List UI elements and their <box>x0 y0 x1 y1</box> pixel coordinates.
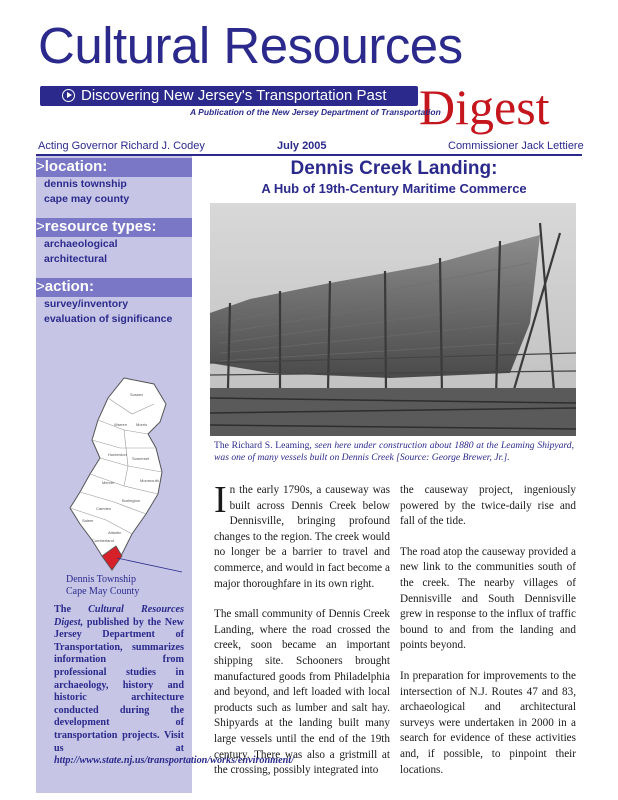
sidebar-heading-action: >action: <box>36 278 192 297</box>
svg-text:Hunterdon: Hunterdon <box>108 452 127 457</box>
svg-text:Salem: Salem <box>82 518 94 523</box>
article-subheadline: A Hub of 19th-Century Maritime Commerce <box>261 181 527 196</box>
sidebar-resource-line: architectural <box>44 253 108 265</box>
masthead-banner <box>40 86 418 106</box>
ship-under-construction-photo <box>210 203 576 436</box>
digest-title-italic: Cultural Resources Digest, <box>54 604 184 628</box>
article-paragraph: The small community of Dennis Creek Landing, where the road crossed the creek, soon became an important shipping site. Schooners brought manufactured goods from Philadelphia and beyond, and left loaded with local products such as lumber and salt hay. Shipyards at the landing built many large vessels until the end of the 19th century. There was also a gristmill at the crossing, possibly integrated into <box>214 608 390 777</box>
article-paragraph: In preparation for improvements to the intersection of N.J. Routes 47 and 83, archaeological and architectural surveys were undertaken in 2000 in a search for evidence of these activities and, if possible, to pinpoint their locations. <box>400 669 576 776</box>
play-circle-icon <box>62 89 75 102</box>
issue-date: July 2005 <box>277 140 327 152</box>
sidebar-location-line: cape may county <box>44 193 130 205</box>
map-label-township: Dennis Township <box>66 574 136 585</box>
nj-state-outline <box>70 378 166 570</box>
caption-vessel-name: The Richard S. Leaming, <box>214 440 312 451</box>
article-column-2 <box>400 483 576 793</box>
sidebar-action-line: survey/inventory <box>44 298 129 310</box>
svg-text:Morris: Morris <box>136 422 148 427</box>
new-jersey-county-map <box>62 374 192 584</box>
publication-note: The Cultural Resources Digest, published by the New Jersey Department of Transportation, summarizes information from professional studies in archaeology, history and historic architecture conducted during the development of transportation projects. Visit us at http://www.state.nj.us/transportation/works/environment/ <box>54 604 294 767</box>
article-paragraph: the causeway project, ingeniously powered by the twice-daily rise and fall of the tide. <box>400 484 576 528</box>
publication-line: A Publication of the New Jersey Department of Transportation <box>190 107 441 117</box>
photo-caption: The Richard S. Leaming, seen here under construction about 1880 at the Leaming Shipyard, was one of many vessels built on Dennis Creek [Source: George Brewer, Jr.]. <box>214 440 574 463</box>
drop-cap: I <box>214 479 227 521</box>
svg-text:Warren: Warren <box>114 422 127 427</box>
map-callout-line <box>117 558 182 572</box>
article-paragraph: In the early 1790s, a causeway was built across Dennis Creek below Dennisville, bringing profound changes to the region. The creek would no longer be a barrier to travel and commerce, and would in fact become a major thoroughfare in its own right. <box>214 479 390 590</box>
masthead-title: Cultural Resources <box>38 17 463 74</box>
svg-text:Camden: Camden <box>96 506 112 511</box>
article-headline: Dennis Creek Landing: <box>290 158 498 179</box>
svg-text:Cumberland: Cumberland <box>92 538 114 543</box>
article-column-1 <box>214 479 390 794</box>
commissioner-credit: Commissioner Jack Lettiere <box>448 140 584 152</box>
article-paragraph: The road atop the causeway provided a new link to the communities south of the creek. The nearby villages of Dennisville and South Dennisville grew in response to the influx of traffic bound to and from the landing and points beyond. <box>400 545 576 652</box>
svg-text:Burlington: Burlington <box>122 498 141 503</box>
sidebar-resource-line: archaeological <box>44 238 118 250</box>
sidebar-heading-location: >location: <box>36 158 192 177</box>
website-link[interactable]: http://www.state.nj.us/transportation/works/environment/ <box>54 755 294 767</box>
masthead-digest: Digest <box>419 79 550 135</box>
sidebar-action-line: evaluation of significance <box>44 313 173 325</box>
sidebar-heading-resource-types: >resource types: <box>36 218 192 237</box>
svg-text:Monmouth: Monmouth <box>140 478 159 483</box>
svg-text:Atlantic: Atlantic <box>108 530 122 535</box>
banner-text: Discovering New Jersey's Transportation Past <box>81 87 387 104</box>
map-label-county: Cape May County <box>66 586 140 597</box>
governor-credit: Acting Governor Richard J. Codey <box>38 140 205 152</box>
svg-text:Somerset: Somerset <box>132 456 150 461</box>
svg-text:Sussex: Sussex <box>130 392 144 397</box>
sidebar-location-line: dennis township <box>44 178 127 190</box>
svg-text:Mercer: Mercer <box>102 480 115 485</box>
